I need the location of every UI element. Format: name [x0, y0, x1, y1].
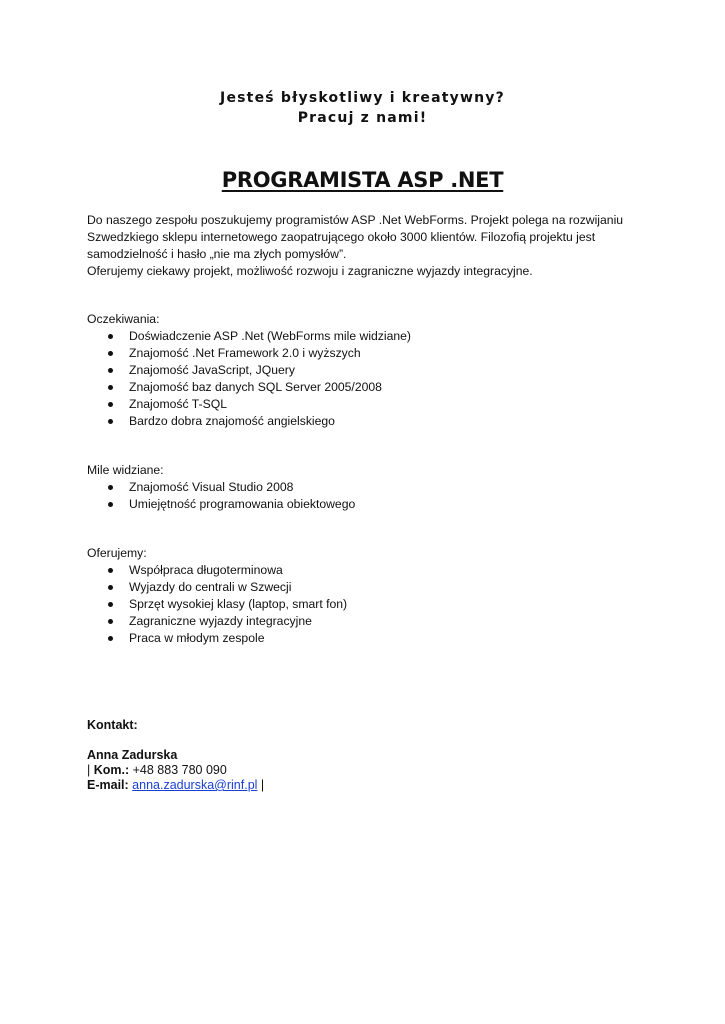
expectations-heading: Oczekiwania:: [87, 312, 160, 326]
bullet-icon: [108, 502, 113, 507]
bullet-icon: [108, 619, 113, 624]
phone-prefix: |: [87, 763, 94, 777]
expectations-list: [87, 328, 647, 430]
tagline-line-1: Jesteś błyskotliwy i kreatywny?: [220, 90, 505, 106]
offer-section: [87, 545, 647, 647]
contact-heading: Kontakt:: [87, 718, 138, 732]
intro-line: Oferujemy ciekawy projekt, możliwość rozwoju i zagraniczne wyjazdy integracyjne.: [87, 264, 533, 278]
bullet-icon: [108, 419, 113, 424]
list-item: [87, 328, 647, 345]
spacer: [87, 733, 264, 748]
phone-number: +48 883 780 090: [129, 763, 227, 777]
bullet-icon: [108, 485, 113, 490]
list-item-text: Zagraniczne wyjazdy integracyjne: [129, 614, 312, 628]
list-item: [87, 562, 647, 579]
list-item-text: Znajomość baz danych SQL Server 2005/2008: [129, 380, 382, 394]
intro-line: samodzielność i hasło „nie ma złych pomysłów”.: [87, 247, 347, 261]
contact-name: Anna Zadurska: [87, 748, 178, 762]
email-label: E-mail:: [87, 778, 129, 792]
list-item-text: Znajomość JavaScript, JQuery: [129, 363, 295, 377]
bullet-icon: [108, 334, 113, 339]
tagline: [0, 88, 725, 128]
tagline-line-2: Pracuj z nami!: [297, 110, 428, 126]
list-item: [87, 630, 647, 647]
nice-to-have-section: [87, 462, 647, 513]
contact-block: [87, 718, 264, 793]
list-item-text: Znajomość Visual Studio 2008: [129, 480, 294, 494]
list-item-text: Bardzo dobra znajomość angielskiego: [129, 414, 335, 428]
list-item-text: Znajomość T-SQL: [129, 397, 227, 411]
intro-paragraph: [87, 212, 657, 280]
list-item: [87, 479, 647, 496]
email-link[interactable]: anna.zadurska@rinf.pl: [132, 778, 258, 792]
bullet-icon: [108, 602, 113, 607]
nice-to-have-heading: Mile widziane:: [87, 463, 164, 477]
bullet-icon: [108, 585, 113, 590]
email-suffix: |: [257, 778, 265, 792]
intro-line: Szwedzkiego sklepu internetowego zaopatrującego około 3000 klientów. Filozofią projektu jest: [87, 230, 596, 244]
list-item: [87, 362, 647, 379]
list-item: [87, 596, 647, 613]
list-item: [87, 379, 647, 396]
email-row: [87, 778, 264, 793]
bullet-icon: [108, 402, 113, 407]
nice-to-have-list: [87, 479, 647, 513]
intro-line: Do naszego zespołu poszukujemy programistów ASP .Net WebForms. Projekt polega na rozwijaniu: [87, 213, 624, 227]
bullet-icon: [108, 368, 113, 373]
list-item-text: Współpraca długoterminowa: [129, 563, 283, 577]
bullet-icon: [108, 636, 113, 641]
list-item-text: Znajomość .Net Framework 2.0 i wyższych: [129, 346, 361, 360]
list-item: [87, 496, 647, 513]
page-title: PROGRAMISTA ASP .NET: [221, 168, 504, 192]
list-item-text: Praca w młodym zespole: [129, 631, 265, 645]
phone-label: Kom.:: [93, 763, 130, 777]
list-item-text: Umiejętność programowania obiektowego: [129, 497, 356, 511]
list-item: [87, 396, 647, 413]
bullet-icon: [108, 568, 113, 573]
list-item-text: Sprzęt wysokiej klasy (laptop, smart fon): [129, 597, 348, 611]
list-item-text: Wyjazdy do centrali w Szwecji: [129, 580, 292, 594]
phone-row: [87, 763, 264, 778]
list-item: [87, 579, 647, 596]
offer-list: [87, 562, 647, 647]
list-item: [87, 413, 647, 430]
list-item: [87, 345, 647, 362]
expectations-section: [87, 311, 647, 430]
list-item-text: Doświadczenie ASP .Net (WebForms mile widziane): [129, 329, 411, 343]
offer-heading: Oferujemy:: [87, 546, 147, 560]
list-item: [87, 613, 647, 630]
bullet-icon: [108, 351, 113, 356]
bullet-icon: [108, 385, 113, 390]
